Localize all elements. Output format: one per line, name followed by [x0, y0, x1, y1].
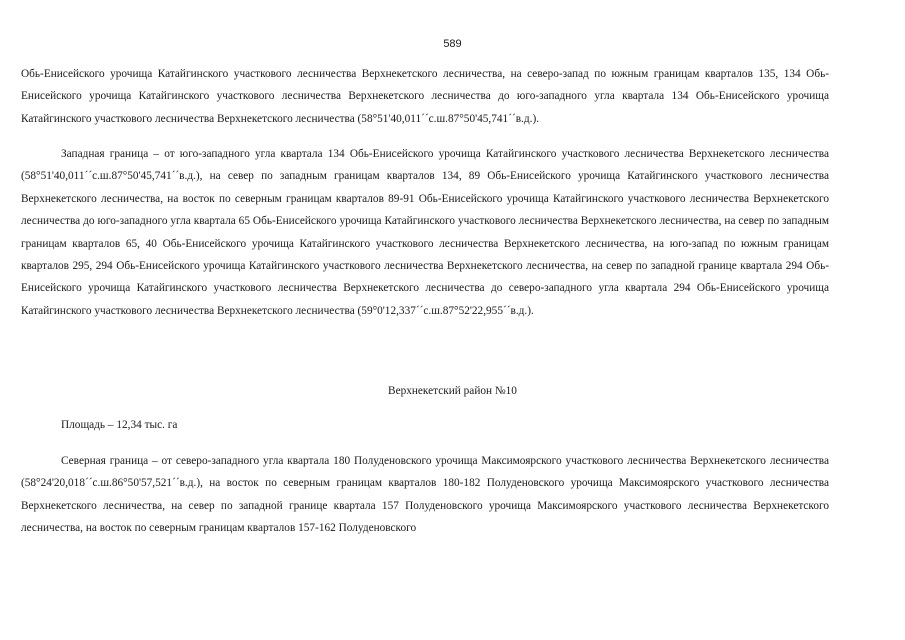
page-number: 589	[443, 38, 462, 50]
paragraph-continuation: Обь-Енисейского урочища Катайгинского участкового лесничества Верхнекетского лесничества, на северо-запад по южным границам кварталов 135, 134 Обь-Енисейского урочища Катайгинского участкового лесничества Верхнекетского лесничества до юго-западного угла квартала 134 Обь-Енисейского урочища Катайгинского участкового лесничества Верхнекетского лесничества (58°51'40,011´´с.ш.87°50'45,741´´в.д.).	[21, 68, 829, 125]
paragraph-northern-border: Северная граница – от северо-западного угла квартала 180 Полуденовского урочища Максимоярского участкового лесничества Верхнекетского лесничества (58°24'20,018´´с.ш.86°50'57,521´´в.д.), на восток по северным границам кварталов 180-182 Полуденовского урочища Максимоярского участкового лесничества Верхнекетского лесничества, на север по западной границе квартала 157 Полуденовского урочища Максимоярского участкового лесничества Верхнекетского лесничества, на восток по северным границам кварталов 157-162 Полуденовского	[21, 455, 829, 535]
paragraph-western-border: Западная граница – от юго-западного угла квартала 134 Обь-Енисейского урочища Катайгинского участкового лесничества Верхнекетского лесничества (58°51'40,011´´с.ш.87°50'45,741´´в.д.), на север по западным границам кварталов 134, 89 Обь-Енисейского урочища Катайгинского участкового лесничества Верхнекетского лесничества, на восток по северным границам кварталов 89-91 Обь-Енисейского урочища Катайгинского участкового лесничества Верхнекетского лесничества до юго-западного угла квартала 65 Обь-Енисейского урочища Катайгинского участкового лесничества Верхнекетского лесничества, на север по западным границам кварталов 65, 40 Обь-Енисейского урочища Катайгинского участкового лесничества Верхнекетского лесничества, на юго-запад по южным границам кварталов 295, 294 Обь-Енисейского урочища Катайгинского участкового лесничества Верхнекетского лесничества, на север по западной границе квартала 294 Обь-Енисейского урочища Катайгинского участкового лесничества Верхнекетского лесничества до северо-западного угла квартала 294 Обь-Енисейского урочища Катайгинского участкового лесничества Верхнекетского лесничества (59°0'12,337´´с.ш.87°52'22,955´´в.д.).	[21, 148, 829, 317]
section-heading: Верхнекетский район №10	[388, 385, 517, 397]
paragraph-area: Площадь – 12,34 тыс. га	[61, 419, 178, 431]
